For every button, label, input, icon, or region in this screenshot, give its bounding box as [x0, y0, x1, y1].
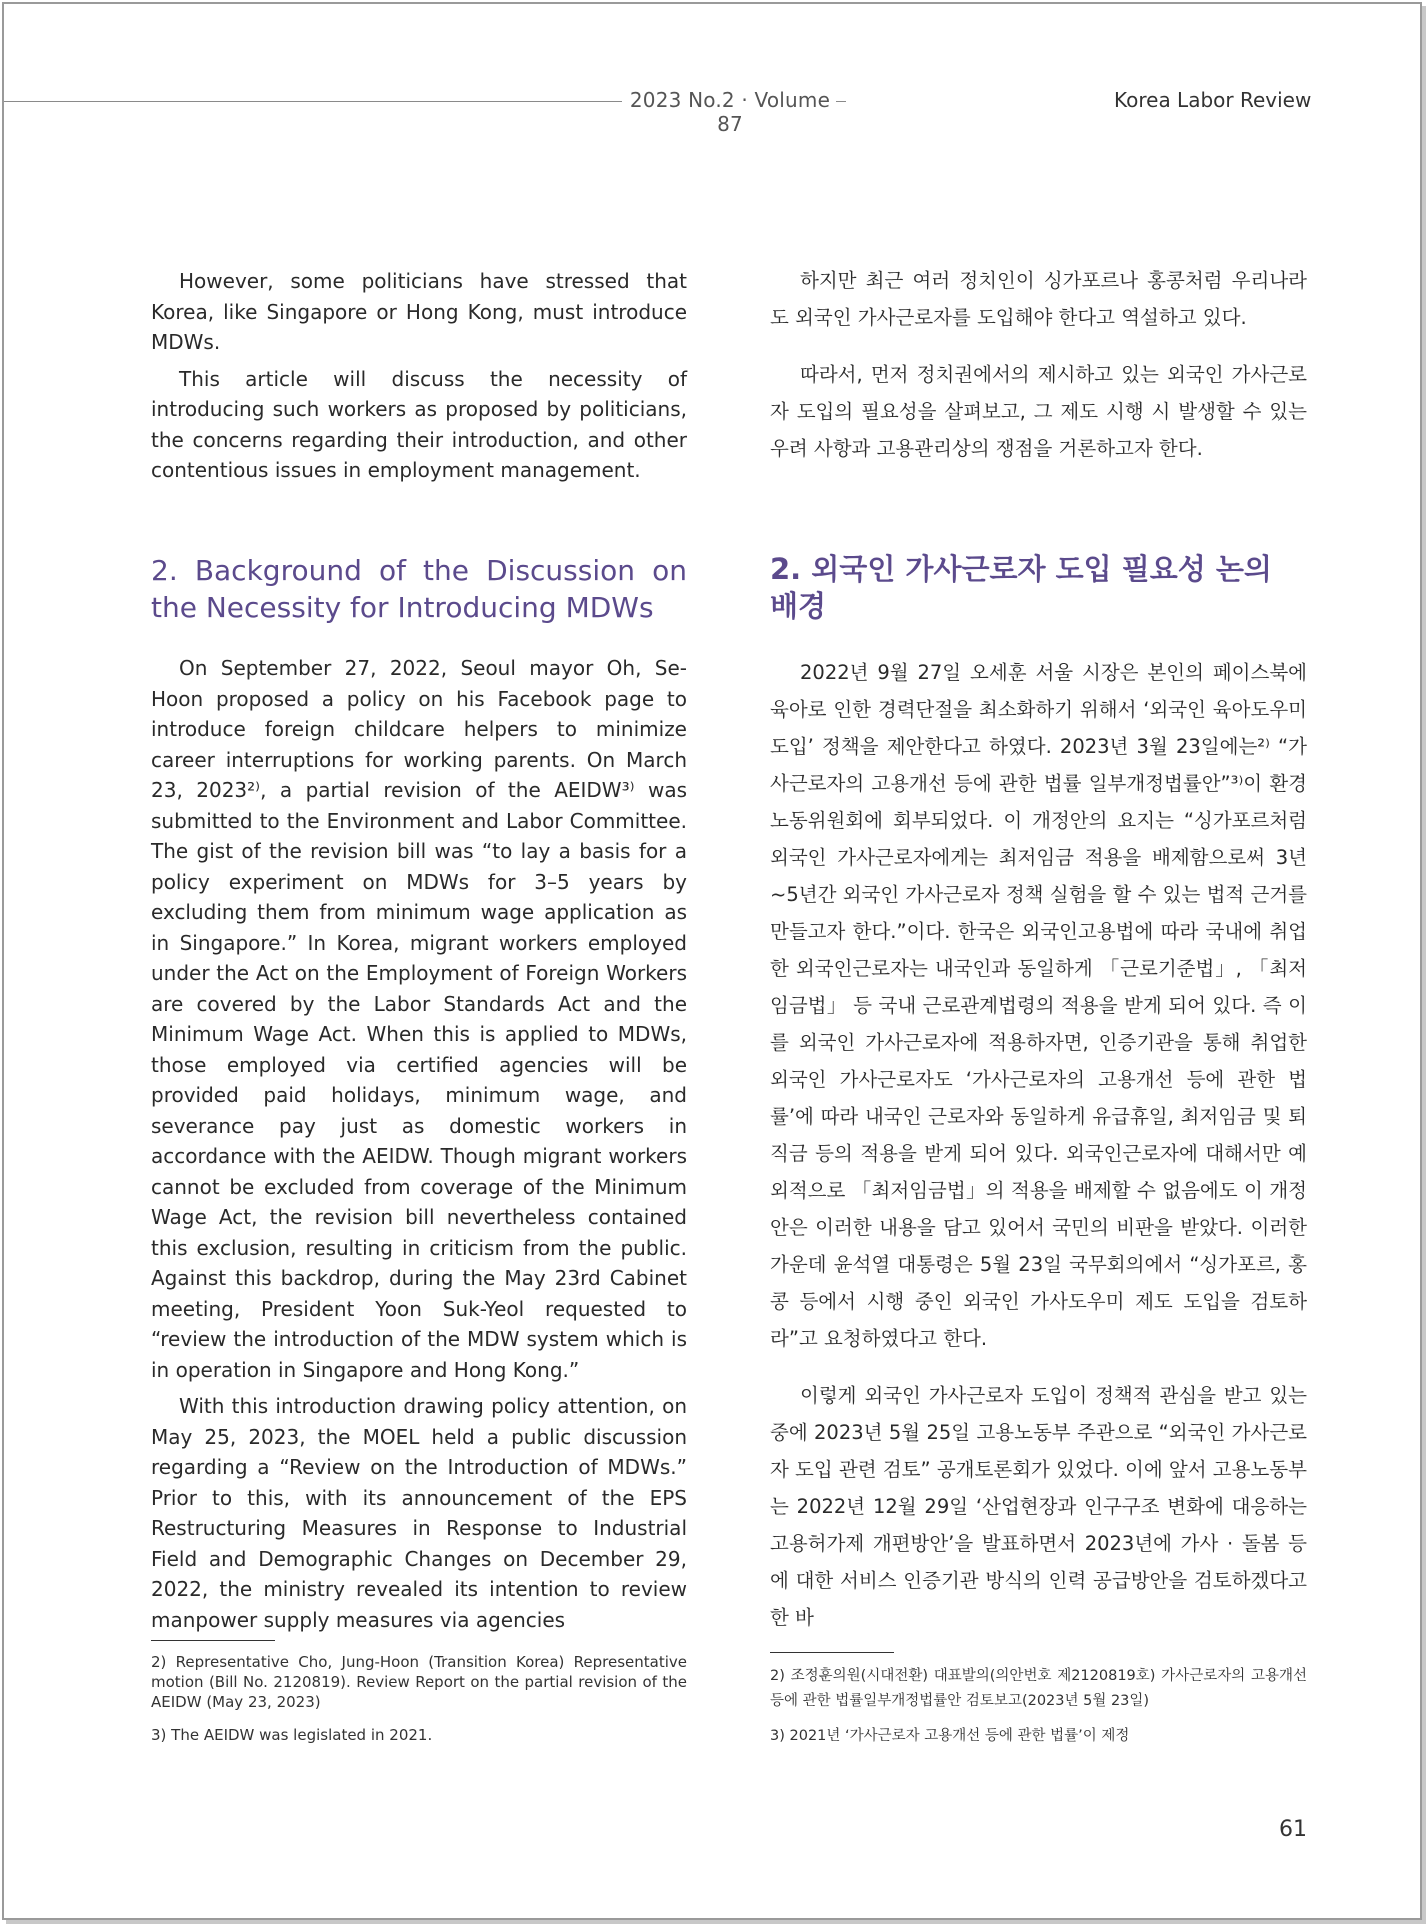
korean-intro-paragraph-2: 따라서, 먼저 정치권에서의 제시하고 있는 외국인 가사근로자 도입의 필요성을 살펴보고, 그 제도 시행 시 발생할 수 있는 우려 사항과 고용관리상의 쟁점을 거론하고자 한다.: [770, 363, 1307, 460]
english-footnote-2: 2) Representative Cho, Jung-Hoon (Transition Korea) Representative motion (Bill No. 2120819). Review Report on the partial revision of the AEIDW (May 23, 2023): [151, 1653, 687, 1711]
english-intro: [151, 266, 687, 486]
header-issue: 2023 No.2 · Volume 87: [629, 88, 831, 136]
korean-body-paragraph-1: 2022년 9월 27일 오세훈 서울 시장은 본인의 페이스북에 육아로 인한 경력단절을 최소화하기 위해서 ‘외국인 육아도우미 도입’ 정책을 제안한다고 하였다. 2023년 3월 23일에는²⁾ “가사근로자의 고용개선 등에 관한 법률 일부개정법률안”³⁾이 환경노동위원회에 회부되었다. 이 개정안의 요지는 “싱가포르처럼 외국인 가사근로자에게는 최저임금 적용을 배제함으로써 3년~5년간 외국인 가사근로자 정책 실험을 할 수 있는 법적 근거를 만들고자 한다.”이다. 한국은 외국인고용법에 따라 국내에 취업한 외국인근로자는 내국인과 동일하게 「근로기준법」, 「최저임금법」 등 국내 근로관계법령의 적용을 받게 되어 있다. 즉 이를 외국인 가사근로자에 적용하자면, 인증기관을 통해 취업한 외국인 가사근로자도 ‘가사근로자의 고용개선 등에 관한 법률’에 따라 내국인 근로자와 동일하게 유급휴일, 최저임금 및 퇴직금 등의 적용을 받게 되어 있다. 외국인근로자에 대해서만 예외적으로 「최저임금법」의 적용을 배제할 수 없음에도 이 개정안은 이러한 내용을 담고 있어서 국민의 비판을 받았다. 이러한 가운데 윤석열 대통령은 5월 23일 국무회의에서 “싱가포르, 홍콩 등에서 시행 중인 외국인 가사도우미 제도 도입을 검토하라”고 요청하였다고 한다.: [770, 661, 1307, 1350]
english-body-paragraph-1: On September 27, 2022, Seoul mayor Oh, Se-Hoon proposed a policy on his Facebook page to introduce foreign childcare helpers to minimize career interruptions for working parents. On March 23, 2023²⁾, a partial revision of the AEIDW³⁾ was submitted to the Environment and Labor Committee. The gist of the revision bill was “to lay a basis for a policy experiment on MDWs for 3–5 years by excluding them from minimum wage application as in Singapore.” In Korea, migrant workers employed under the Act on the Employment of Foreign Workers are covered by the Labor Standards Act and the Minimum Wage Act. When this is applied to MDWs, those employed via certified agencies will be provided paid holidays, minimum wage, and severance pay just as domestic workers in accordance with the AEIDW. Though migrant workers cannot be excluded from coverage of the Minimum Wage Act, the revision bill nevertheless contained this exclusion, resulting in criticism from the public. Against this backdrop, during the May 23rd Cabinet meeting, President Yoon Suk-Yeol requested to “review the introduction of the MDW system which is in operation in Singapore and Hong Kong.”: [151, 656, 687, 1382]
page-number: 61: [1279, 1817, 1307, 1842]
korean-intro: [770, 262, 1307, 467]
english-footnote-rule: [151, 1640, 275, 1641]
english-footnote-3: 3) The AEIDW was legislated in 2021.: [151, 1726, 433, 1744]
korean-section: [770, 551, 1307, 1636]
header-rule-mid: [836, 101, 846, 102]
english-intro-paragraph-2: This article will discuss the necessity of introducing such workers as proposed by politicians, the concerns regarding their introduction, and other contentious issues in employment management.: [151, 366, 687, 482]
english-section: [151, 552, 687, 1635]
korean-footnote-2: 2) 조정훈의원(시대전환) 대표발의(의안번호 제2120819호) 가사근로자의 고용개선 등에 관한 법률일부개정법률안 검토보고(2023년 5월 23일): [770, 1668, 1307, 1709]
header-rule-left: [4, 101, 622, 102]
korean-footnote-rule: [770, 1652, 894, 1653]
korean-footnote-3: 3) 2021년 ‘가사근로자 고용개선 등에 관한 법률’이 제정: [770, 1728, 1130, 1744]
korean-section-title: 2. 외국인 가사근로자 도입 필요성 논의 배경: [770, 552, 1272, 623]
header-journal-title: Korea Labor Review: [1114, 88, 1312, 112]
page-shadow-bottom: [6, 1920, 1426, 1924]
page-shadow-right: [1422, 6, 1426, 1922]
korean-body-paragraph-2: 이렇게 외국인 가사근로자 도입이 정책적 관심을 받고 있는 중에 2023년 5월 25일 고용노동부 주관으로 “외국인 가사근로자 도입 관련 검토” 공개토론회가 있었다. 이에 앞서 고용노동부는 2022년 12월 29일 ‘산업현장과 인구구조 변화에 대응하는 고용허가제 개편방안’을 발표하면서 2023년에 가사 · 돌봄 등에 대한 서비스 인증기관 방식의 인력 공급방안을 검토하겠다고 한 바: [770, 1384, 1307, 1629]
english-intro-paragraph-1: However, some politicians have stressed that Korea, like Singapore or Hong Kong, must introduce MDWs.: [151, 269, 687, 354]
korean-intro-paragraph-1: 하지만 최근 여러 정치인이 싱가포르나 홍콩처럼 우리나라도 외국인 가사근로자를 도입해야 한다고 역설하고 있다.: [770, 269, 1307, 329]
english-body-paragraph-2: With this introduction drawing policy attention, on May 25, 2023, the MOEL held a public discussion regarding a “Review on the Introduction of MDWs.” Prior to this, with its announcement of the EPS Restructuring Measures in Response to Industrial Field and Demographic Changes on December 29, 2022, the ministry revealed its intention to review manpower supply measures via agencies: [151, 1394, 687, 1632]
english-section-title: 2. Background of the Discussion on the Necessity for Introducing MDWs: [151, 554, 687, 624]
